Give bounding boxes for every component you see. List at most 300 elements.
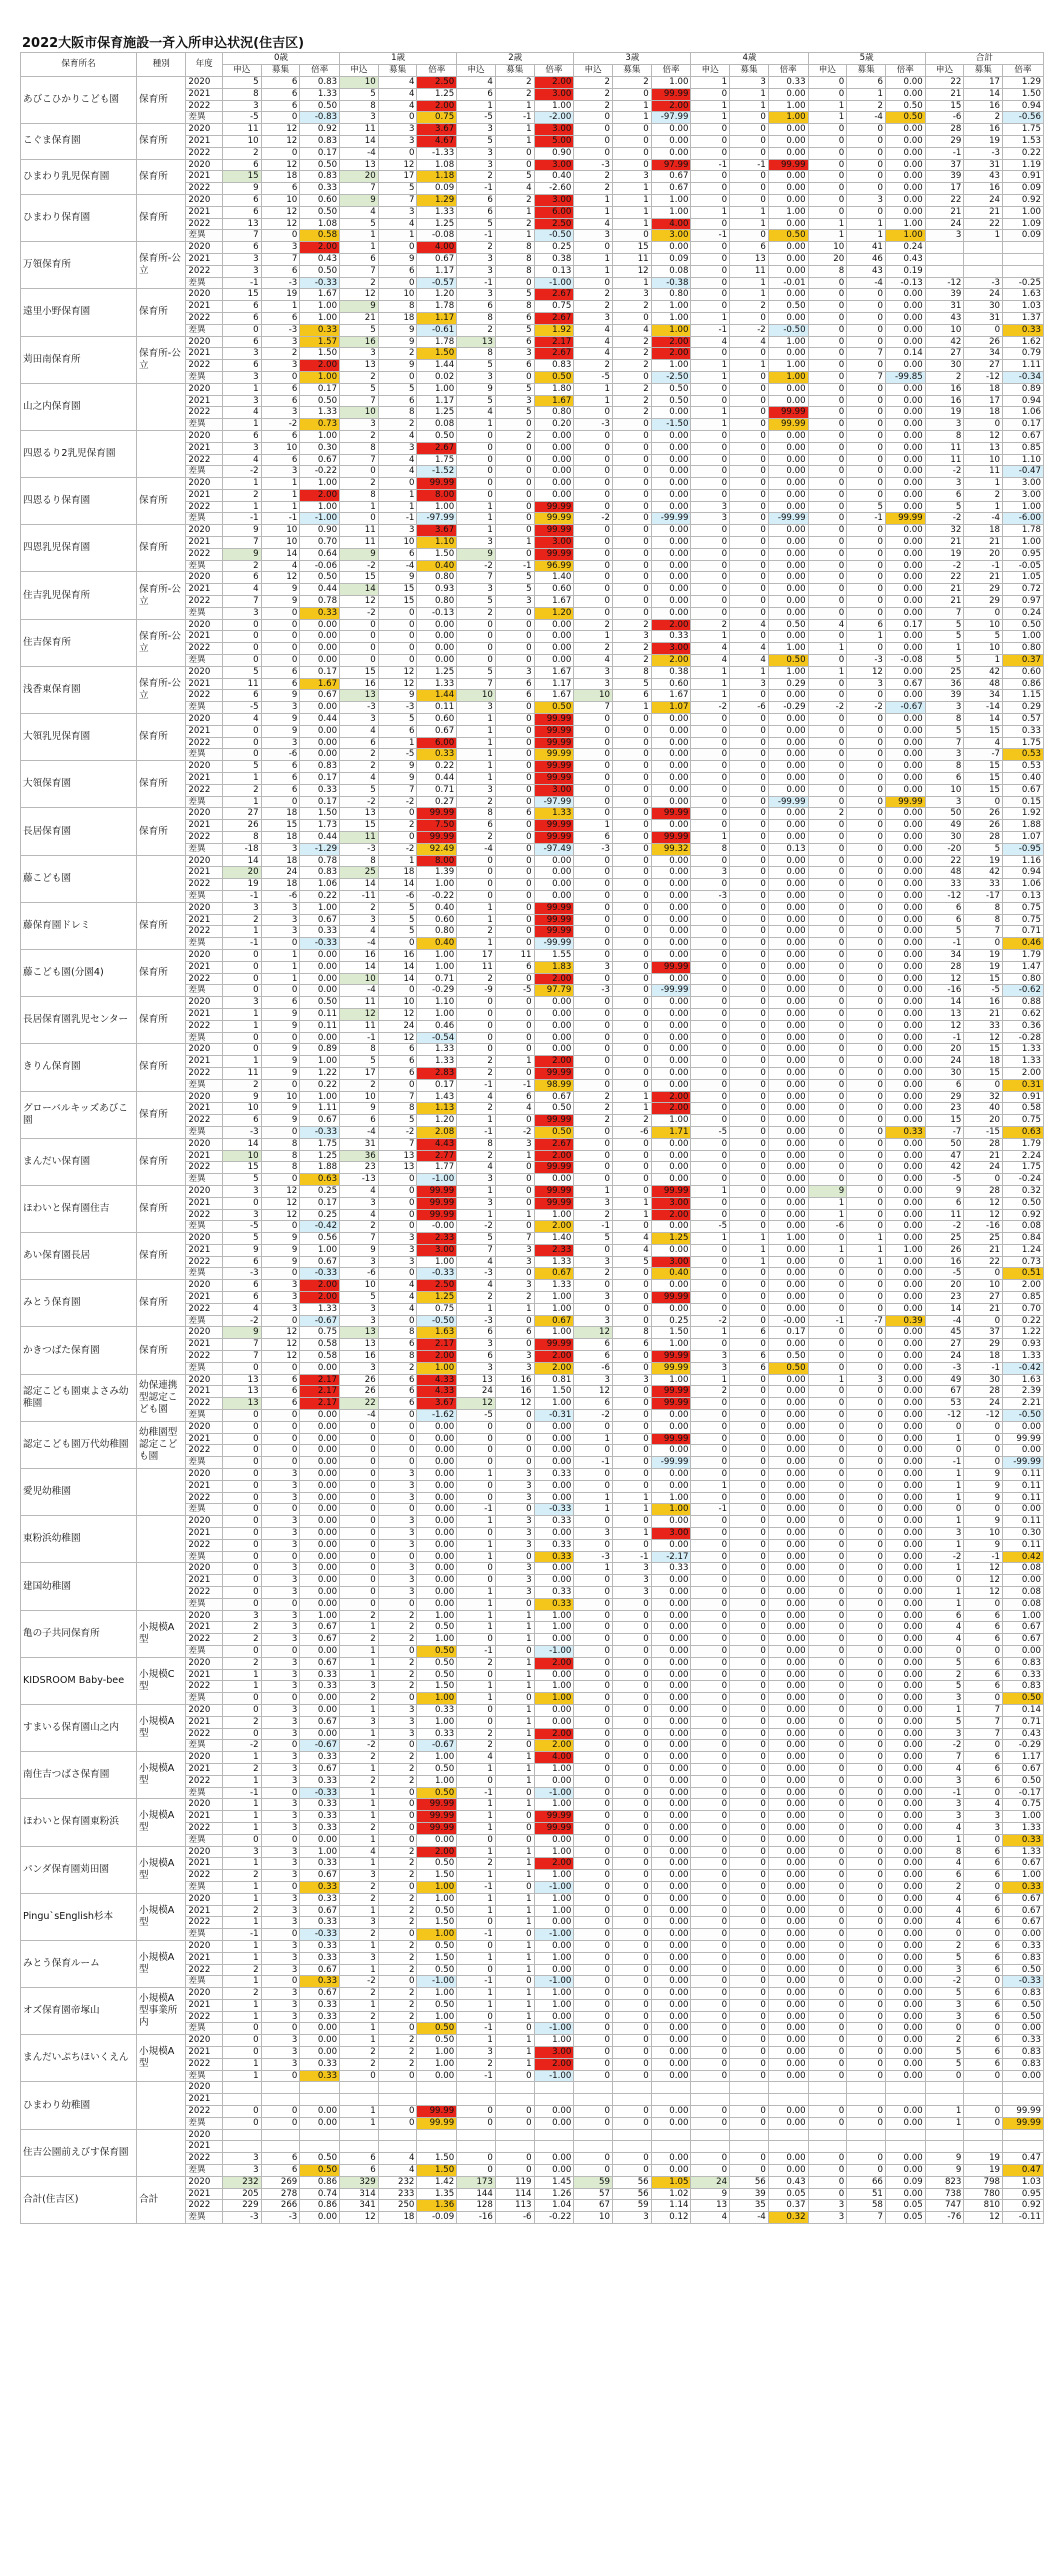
- facility-kind: 保育所-公立: [137, 242, 186, 289]
- count-cell: 0: [691, 2117, 730, 2129]
- ratio-cell: 0.00: [768, 949, 808, 961]
- count-cell: 0: [847, 442, 886, 454]
- count-cell: 3: [340, 1952, 379, 1964]
- count-cell: 45: [925, 1327, 964, 1339]
- count-cell: 5: [925, 926, 964, 938]
- ratio-cell: 0.00: [768, 1457, 808, 1469]
- ratio-cell: 0.00: [768, 938, 808, 950]
- ratio-cell: 0.00: [885, 395, 925, 407]
- count-cell: 1: [457, 725, 496, 737]
- count-cell: 0: [691, 1162, 730, 1174]
- count-cell: 0: [691, 2058, 730, 2070]
- count-cell: 0: [612, 973, 651, 985]
- count-cell: 28: [964, 832, 1003, 844]
- count-cell: 2: [457, 324, 496, 336]
- count-cell: 0: [808, 1929, 847, 1941]
- count-cell: 0: [808, 596, 847, 608]
- ratio-cell: 1.00: [300, 1846, 340, 1858]
- ratio-cell: 0.00: [651, 1846, 691, 1858]
- count-cell: 12: [378, 678, 417, 690]
- count-cell: -3: [340, 843, 379, 855]
- year-cell: 2022: [186, 2153, 223, 2165]
- count-cell: 0: [574, 1704, 613, 1716]
- count-cell: 6: [457, 206, 496, 218]
- count-cell: 0: [730, 1610, 769, 1622]
- ratio-cell: -0.33: [300, 1126, 340, 1138]
- count-cell: 4: [612, 1233, 651, 1245]
- count-cell: [925, 2141, 964, 2153]
- year-row: [21, 1752, 1044, 1764]
- count-cell: 0: [730, 194, 769, 206]
- count-cell: 0: [612, 478, 651, 490]
- count-cell: 3: [261, 1469, 300, 1481]
- count-cell: [691, 2129, 730, 2141]
- count-cell: 0: [808, 1763, 847, 1775]
- year-cell: 2021: [186, 253, 223, 265]
- count-cell: 1: [808, 1209, 847, 1221]
- count-cell: 0: [847, 525, 886, 537]
- count-cell: 780: [964, 2188, 1003, 2200]
- count-cell: 0: [495, 1811, 534, 1823]
- ratio-cell: 0.73: [1003, 1256, 1044, 1268]
- count-cell: 1: [925, 1563, 964, 1575]
- count-cell: 0: [222, 2117, 261, 2129]
- count-cell: [964, 265, 1003, 277]
- ratio-cell: 8.00: [417, 489, 457, 501]
- ratio-cell: 0.00: [534, 2165, 574, 2177]
- count-cell: 6: [457, 1327, 496, 1339]
- count-cell: 0: [574, 890, 613, 902]
- count-cell: 0: [378, 1209, 417, 1221]
- year-cell: 差異: [186, 1740, 223, 1752]
- ratio-cell: 1.00: [1003, 501, 1044, 513]
- ratio-cell: [885, 2094, 925, 2106]
- year-cell: 2020: [186, 1563, 223, 1575]
- ratio-cell: 1.00: [300, 312, 340, 324]
- count-cell: 0: [808, 1881, 847, 1893]
- ratio-cell: 0.00: [651, 1693, 691, 1705]
- count-cell: 0: [691, 454, 730, 466]
- ratio-cell: 0.00: [768, 749, 808, 761]
- count-cell: 1: [340, 1834, 379, 1846]
- count-cell: 5: [457, 395, 496, 407]
- count-cell: 3: [378, 1587, 417, 1599]
- count-cell: 2: [261, 348, 300, 360]
- count-cell: 3: [340, 1256, 379, 1268]
- facility-name: 藤こども園: [21, 855, 137, 902]
- ratio-cell: 0.39: [885, 1315, 925, 1327]
- count-cell: 3: [925, 2011, 964, 2023]
- count-cell: 5: [925, 1716, 964, 1728]
- count-cell: 5: [495, 171, 534, 183]
- count-cell: 1: [495, 1681, 534, 1693]
- ratio-cell: 1.00: [651, 1339, 691, 1351]
- ratio-cell: 99.99: [651, 1398, 691, 1410]
- count-cell: 0: [847, 1067, 886, 1079]
- ratio-cell: 0.00: [768, 478, 808, 490]
- ratio-cell: 3.00: [651, 1197, 691, 1209]
- ratio-cell: 0.12: [651, 2212, 691, 2224]
- count-cell: 0: [261, 1787, 300, 1799]
- count-cell: 0: [612, 607, 651, 619]
- count-cell: 6: [925, 773, 964, 785]
- facility-name: あい保育園長居: [21, 1233, 137, 1280]
- ratio-cell: -0.06: [300, 560, 340, 572]
- year-cell: 差異: [186, 560, 223, 572]
- count-cell: 0: [691, 1976, 730, 1988]
- count-cell: 2: [457, 926, 496, 938]
- count-cell: 0: [847, 879, 886, 891]
- header-age: 5歳: [808, 53, 925, 65]
- count-cell: 14: [222, 855, 261, 867]
- ratio-cell: 1.02: [651, 2188, 691, 2200]
- count-cell: 7: [925, 737, 964, 749]
- ratio-cell: 0.67: [534, 1315, 574, 1327]
- count-cell: [925, 253, 964, 265]
- ratio-cell: 0.83: [300, 761, 340, 773]
- ratio-cell: 0.00: [651, 454, 691, 466]
- facility-kind: 保育所: [137, 1185, 186, 1232]
- count-cell: -4: [847, 112, 886, 124]
- ratio-cell: 0.80: [1003, 973, 1044, 985]
- ratio-cell: 0.00: [885, 961, 925, 973]
- ratio-cell: 0.32: [768, 2212, 808, 2224]
- count-cell: -1: [730, 159, 769, 171]
- count-cell: 1: [222, 1811, 261, 1823]
- ratio-cell: 0.50: [417, 1669, 457, 1681]
- count-cell: 1: [222, 2058, 261, 2070]
- ratio-cell: 0.00: [885, 2011, 925, 2023]
- count-cell: 3: [340, 1362, 379, 1374]
- count-cell: 0: [730, 596, 769, 608]
- count-cell: 3: [457, 1174, 496, 1186]
- count-cell: 0: [847, 1528, 886, 1540]
- ratio-cell: 0.25: [651, 1315, 691, 1327]
- count-cell: 0: [730, 902, 769, 914]
- count-cell: 0: [847, 1551, 886, 1563]
- count-cell: 0: [730, 1008, 769, 1020]
- count-cell: 4: [925, 1917, 964, 1929]
- ratio-cell: 0.17: [768, 1327, 808, 1339]
- count-cell: 2: [340, 2047, 379, 2059]
- header-sub: 倍率: [300, 65, 340, 77]
- year-cell: 2020: [186, 1893, 223, 1905]
- count-cell: 16: [925, 1256, 964, 1268]
- ratio-cell: 0.00: [885, 1115, 925, 1127]
- count-cell: 0: [730, 2047, 769, 2059]
- ratio-cell: 0.60: [534, 584, 574, 596]
- count-cell: 0: [808, 442, 847, 454]
- ratio-cell: 1.00: [300, 1056, 340, 1068]
- count-cell: 0: [574, 2035, 613, 2047]
- count-cell: 3: [261, 1704, 300, 1716]
- count-cell: 11: [340, 1020, 379, 1032]
- ratio-cell: 0.89: [300, 1044, 340, 1056]
- count-cell: 3: [691, 867, 730, 879]
- count-cell: 0: [378, 1174, 417, 1186]
- count-cell: -13: [340, 1174, 379, 1186]
- ratio-cell: 4.00: [534, 1752, 574, 1764]
- count-cell: 3: [222, 2153, 261, 2165]
- count-cell: 0: [808, 1421, 847, 1433]
- count-cell: 16: [340, 1351, 379, 1363]
- ratio-cell: 0.00: [534, 879, 574, 891]
- facility-kind: 保育所: [137, 77, 186, 124]
- ratio-cell: [300, 2082, 340, 2094]
- count-cell: 0: [847, 1150, 886, 1162]
- ratio-cell: 0.93: [417, 584, 457, 596]
- count-cell: 0: [457, 2011, 496, 2023]
- count-cell: 0: [457, 2165, 496, 2177]
- count-cell: 6: [925, 1610, 964, 1622]
- year-row: [21, 1421, 1044, 1433]
- count-cell: 0: [691, 973, 730, 985]
- year-cell: 2021: [186, 867, 223, 879]
- ratio-cell: 0.00: [768, 289, 808, 301]
- ratio-cell: 1.00: [417, 501, 457, 513]
- count-cell: 0: [730, 112, 769, 124]
- count-cell: 1: [925, 643, 964, 655]
- count-cell: 6: [964, 1917, 1003, 1929]
- count-cell: 2: [378, 2011, 417, 2023]
- ratio-cell: 0.80: [417, 926, 457, 938]
- ratio-cell: -0.22: [300, 466, 340, 478]
- ratio-cell: 0.47: [1003, 2153, 1044, 2165]
- ratio-cell: 0.00: [768, 1244, 808, 1256]
- count-cell: 8: [340, 489, 379, 501]
- count-cell: 1: [457, 1822, 496, 1834]
- count-cell: 0: [495, 725, 534, 737]
- ratio-cell: 0.00: [651, 1917, 691, 1929]
- count-cell: 0: [222, 961, 261, 973]
- count-cell: -6: [808, 1221, 847, 1233]
- count-cell: 9: [222, 548, 261, 560]
- count-cell: 0: [495, 1822, 534, 1834]
- year-cell: 2020: [186, 808, 223, 820]
- count-cell: 0: [730, 1280, 769, 1292]
- count-cell: 0: [691, 1598, 730, 1610]
- count-cell: 0: [574, 1421, 613, 1433]
- count-cell: -3: [691, 890, 730, 902]
- count-cell: 0: [847, 890, 886, 902]
- count-cell: 0: [808, 1940, 847, 1952]
- ratio-cell: 0.00: [885, 643, 925, 655]
- ratio-cell: 0.00: [768, 1952, 808, 1964]
- count-cell: 3: [691, 513, 730, 525]
- year-cell: 2020: [186, 619, 223, 631]
- count-cell: 0: [847, 1032, 886, 1044]
- count-cell: 0: [612, 1634, 651, 1646]
- count-cell: 16: [964, 100, 1003, 112]
- ratio-cell: 0.00: [534, 430, 574, 442]
- ratio-cell: [1003, 2094, 1044, 2106]
- count-cell: 6: [457, 194, 496, 206]
- ratio-cell: 2.00: [534, 1858, 574, 1870]
- count-cell: -12: [925, 277, 964, 289]
- count-cell: 0: [378, 1834, 417, 1846]
- ratio-cell: 0.33: [1003, 725, 1044, 737]
- count-cell: 0: [808, 301, 847, 313]
- count-cell: 6: [222, 430, 261, 442]
- count-cell: 26: [964, 808, 1003, 820]
- year-cell: 2021: [186, 1763, 223, 1775]
- ratio-cell: 0.00: [768, 1115, 808, 1127]
- count-cell: 0: [847, 938, 886, 950]
- count-cell: 0: [612, 914, 651, 926]
- count-cell: 0: [808, 1056, 847, 1068]
- ratio-cell: 0.24: [885, 242, 925, 254]
- count-cell: 0: [847, 395, 886, 407]
- count-cell: 0: [808, 183, 847, 195]
- count-cell: 0: [574, 2011, 613, 2023]
- ratio-cell: 1.77: [417, 1162, 457, 1174]
- count-cell: 5: [925, 1681, 964, 1693]
- ratio-cell: 0.00: [300, 737, 340, 749]
- count-cell: 0: [495, 478, 534, 490]
- count-cell: 0: [847, 1775, 886, 1787]
- count-cell: 6: [340, 2165, 379, 2177]
- count-cell: -1: [222, 513, 261, 525]
- ratio-cell: [417, 2129, 457, 2141]
- ratio-cell: 0.00: [768, 537, 808, 549]
- count-cell: 1: [222, 1681, 261, 1693]
- count-cell: 0: [574, 1763, 613, 1775]
- ratio-cell: 0.00: [534, 619, 574, 631]
- count-cell: 0: [612, 1280, 651, 1292]
- ratio-cell: 0.00: [885, 926, 925, 938]
- count-cell: 0: [808, 77, 847, 89]
- count-cell: 20: [964, 548, 1003, 560]
- count-cell: 0: [340, 1598, 379, 1610]
- ratio-cell: 0.33: [300, 2058, 340, 2070]
- ratio-cell: 0.57: [1003, 714, 1044, 726]
- ratio-cell: 1.00: [417, 1256, 457, 1268]
- count-cell: 0: [691, 2070, 730, 2082]
- count-cell: 8: [340, 442, 379, 454]
- count-cell: 66: [847, 2176, 886, 2188]
- ratio-cell: 0.00: [768, 1846, 808, 1858]
- count-cell: 0: [340, 1528, 379, 1540]
- count-cell: 7: [378, 1138, 417, 1150]
- year-cell: 2021: [186, 489, 223, 501]
- count-cell: 1: [730, 1233, 769, 1245]
- ratio-cell: 1.29: [1003, 77, 1044, 89]
- ratio-cell: 0.00: [651, 1799, 691, 1811]
- count-cell: 0: [612, 761, 651, 773]
- ratio-cell: 1.00: [651, 1115, 691, 1127]
- count-cell: 0: [612, 1457, 651, 1469]
- ratio-cell: 0.33: [300, 1811, 340, 1823]
- count-cell: 6: [574, 1351, 613, 1363]
- count-cell: [457, 2141, 496, 2153]
- count-cell: 2: [574, 289, 613, 301]
- count-cell: 11: [612, 253, 651, 265]
- ratio-cell: -0.13: [417, 607, 457, 619]
- facility-kind: 保育所: [137, 1091, 186, 1138]
- ratio-cell: 0.17: [1003, 419, 1044, 431]
- ratio-cell: 0.00: [885, 1976, 925, 1988]
- ratio-cell: 0.00: [417, 643, 457, 655]
- count-cell: 0: [495, 2117, 534, 2129]
- ratio-cell: 0.00: [651, 725, 691, 737]
- ratio-cell: 0.00: [651, 867, 691, 879]
- count-cell: 0: [847, 973, 886, 985]
- ratio-cell: 0.00: [885, 548, 925, 560]
- ratio-cell: 0.17: [300, 773, 340, 785]
- count-cell: -1: [495, 560, 534, 572]
- count-cell: 1: [495, 2035, 534, 2047]
- count-cell: -2: [847, 702, 886, 714]
- ratio-cell: 2.67: [534, 289, 574, 301]
- count-cell: 0: [261, 1504, 300, 1516]
- ratio-cell: -99.99: [534, 938, 574, 950]
- count-cell: -1: [457, 1929, 496, 1941]
- count-cell: 33: [964, 1020, 1003, 1032]
- ratio-cell: 0.33: [1003, 1834, 1044, 1846]
- count-cell: 8: [495, 265, 534, 277]
- count-cell: 9: [378, 761, 417, 773]
- ratio-cell: 0.00: [651, 784, 691, 796]
- count-cell: 0: [691, 1256, 730, 1268]
- count-cell: 6: [925, 1197, 964, 1209]
- count-cell: 0: [495, 277, 534, 289]
- ratio-cell: 0.38: [534, 253, 574, 265]
- count-cell: 0: [691, 1846, 730, 1858]
- count-cell: 0: [612, 1704, 651, 1716]
- count-cell: 0: [261, 796, 300, 808]
- count-cell: 1: [495, 1999, 534, 2011]
- ratio-cell: 0.33: [1003, 1940, 1044, 1952]
- count-cell: 6: [495, 312, 534, 324]
- ratio-cell: 0.00: [651, 1870, 691, 1882]
- count-cell: 25: [925, 666, 964, 678]
- facility-name: 四恩るり保育園: [21, 478, 137, 525]
- count-cell: 48: [964, 678, 1003, 690]
- year-cell: 2021: [186, 584, 223, 596]
- ratio-cell: 0.00: [768, 1303, 808, 1315]
- count-cell: 3: [222, 348, 261, 360]
- count-cell: 7: [964, 926, 1003, 938]
- count-cell: 0: [730, 2117, 769, 2129]
- count-cell: 9: [925, 1185, 964, 1197]
- count-cell: 1: [222, 1917, 261, 1929]
- count-cell: 1: [612, 1528, 651, 1540]
- ratio-cell: 1.53: [1003, 135, 1044, 147]
- ratio-cell: 1.50: [417, 1917, 457, 1929]
- ratio-cell: [1003, 253, 1044, 265]
- ratio-cell: 0.85: [1003, 1292, 1044, 1304]
- ratio-cell: 1.08: [300, 218, 340, 230]
- ratio-cell: 0.00: [885, 1339, 925, 1351]
- ratio-cell: 1.00: [534, 100, 574, 112]
- count-cell: 0: [964, 324, 1003, 336]
- count-cell: 5: [925, 631, 964, 643]
- ratio-cell: 0.00: [651, 1587, 691, 1599]
- count-cell: 0: [808, 1008, 847, 1020]
- ratio-cell: 0.83: [1003, 2058, 1044, 2070]
- count-cell: 0: [612, 1162, 651, 1174]
- ratio-cell: 0.00: [768, 2047, 808, 2059]
- count-cell: 3: [261, 1905, 300, 1917]
- ratio-cell: 2.00: [651, 348, 691, 360]
- count-cell: 11: [222, 678, 261, 690]
- count-cell: 1: [808, 1197, 847, 1209]
- count-cell: -12: [925, 890, 964, 902]
- ratio-cell: 0.33: [417, 1728, 457, 1740]
- count-cell: 6: [730, 1327, 769, 1339]
- count-cell: 0: [808, 1964, 847, 1976]
- ratio-cell: 0.67: [1003, 1858, 1044, 1870]
